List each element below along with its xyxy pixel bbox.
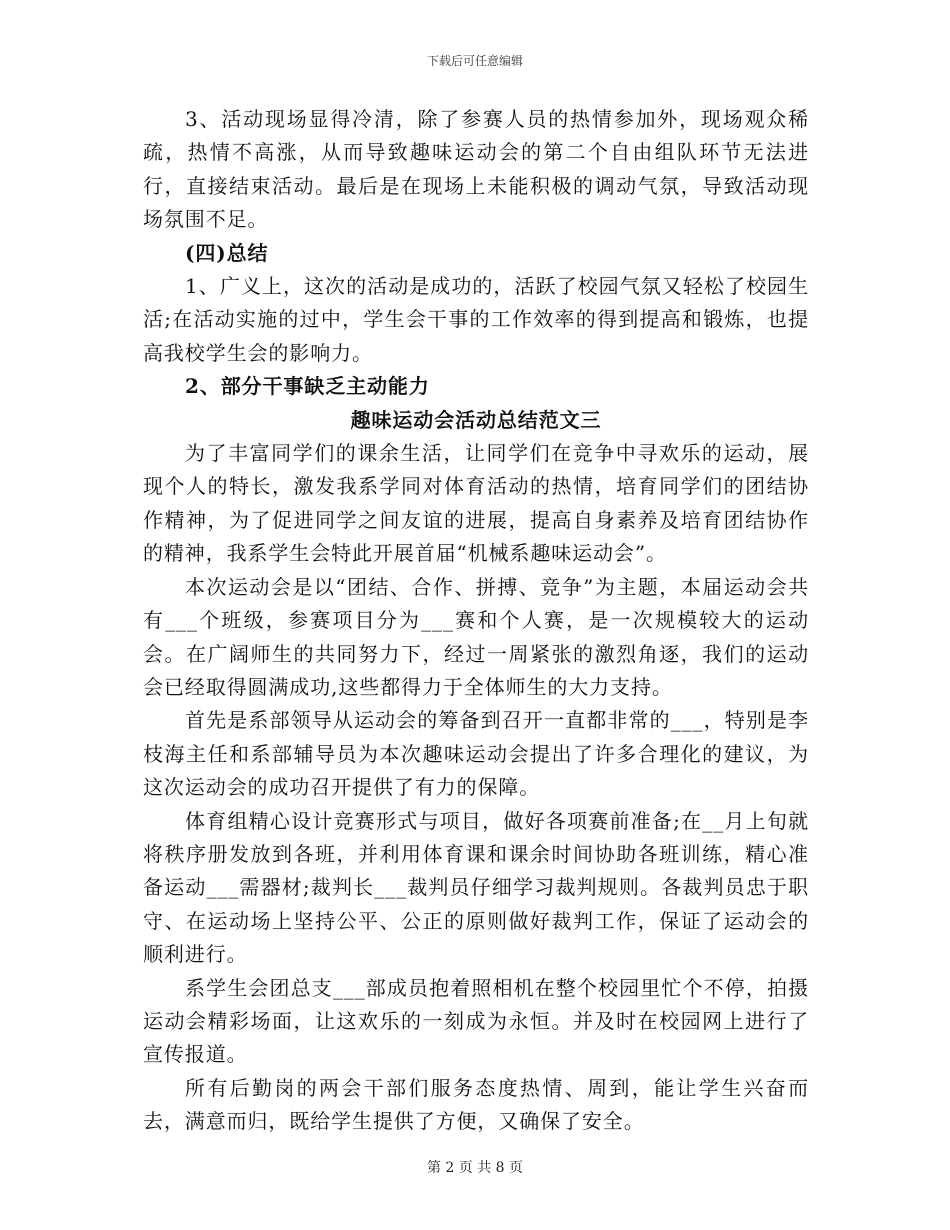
section-heading-summary: (四)总结 [185, 240, 269, 265]
paragraph-summary-2: 2、部分干事缺乏主动能力 [185, 374, 430, 399]
paragraph-theme: 本次运动会是以“团结、合作、拼搏、竞争”为主题，本届运动会共有___个班级，参赛项目分为___赛和个人赛，是一次规模较大的运动会。在广阔师生的共同努力下，经过一周紧张的激烈角逐，我们的运动会已经取得圆满成功,这些都得力于全体师生的大力支持。 [143, 574, 809, 699]
paragraph-leadership: 首先是系部领导从运动会的筹备到召开一直都非常的___，特别是李枝海主任和系部辅导员为本次趣味运动会提出了许多合理化的建议，为这次运动会的成功召开提供了有力的保障。 [143, 708, 809, 800]
paragraph-sports-group: 体育组精心设计竞赛形式与项目，做好各项赛前准备;在__月上旬就将秩序册发放到各班，并利用体育课和课余时间协助各班训练，精心准备运动___需器材;裁判长___裁判员仔细学习裁判规则。各裁判员忠于职守、在运动场上坚持公平、公正的原则做好裁判工作，保证了运动会的顺利进行。 [143, 808, 809, 967]
page-number: 第 2 页 共 8 页 [426, 1160, 524, 1176]
paragraph-logistics: 所有后勤岗的两会干部们服务态度热情、周到，能让学生兴奋而去，满意而归，既给学生提供了方便，又确保了安全。 [143, 1075, 809, 1134]
document-body [143, 103, 809, 1139]
page-header: 下载后可任意编辑 [426, 54, 523, 68]
paragraph-summary-1: 1、广义上，这次的活动是成功的，活跃了校园气氛又轻松了校园生活;在活动实施的过中，学生会干事的工作效率的得到提高和锻炼，也提高我校学生会的影响力。 [143, 274, 809, 365]
paragraph-intro: 为了丰富同学们的课余生活，让同学们在竞争中寻欢乐的运动，展现个人的特长，激发我系学同对体育活动的热情，培育同学们的团结协作精神，为了促进同学之间友谊的进展，提高自身素养及培育团结协作的精神，我系学生会特此开展首届“机械系趣味运动会”。 [143, 441, 809, 566]
document-title: 趣味运动会活动总结范文三 [350, 407, 602, 432]
paragraph-student-union: 系学生会团总支___部成员抱着照相机在整个校园里忙个不停，拍摄运动会精彩场面，让这欢乐的一刻成为永恒。并及时在校园网上进行了宣传报道。 [143, 975, 809, 1067]
paragraph-issue-3: 3、活动现场显得冷清，除了参赛人员的热情参加外，现场观众稀疏，热情不高涨，从而导致趣味运动会的第二个自由组队环节无法进行，直接结束活动。最后是在现场上未能积极的调动气氛，导致活动现场氛围不足。 [143, 107, 809, 232]
